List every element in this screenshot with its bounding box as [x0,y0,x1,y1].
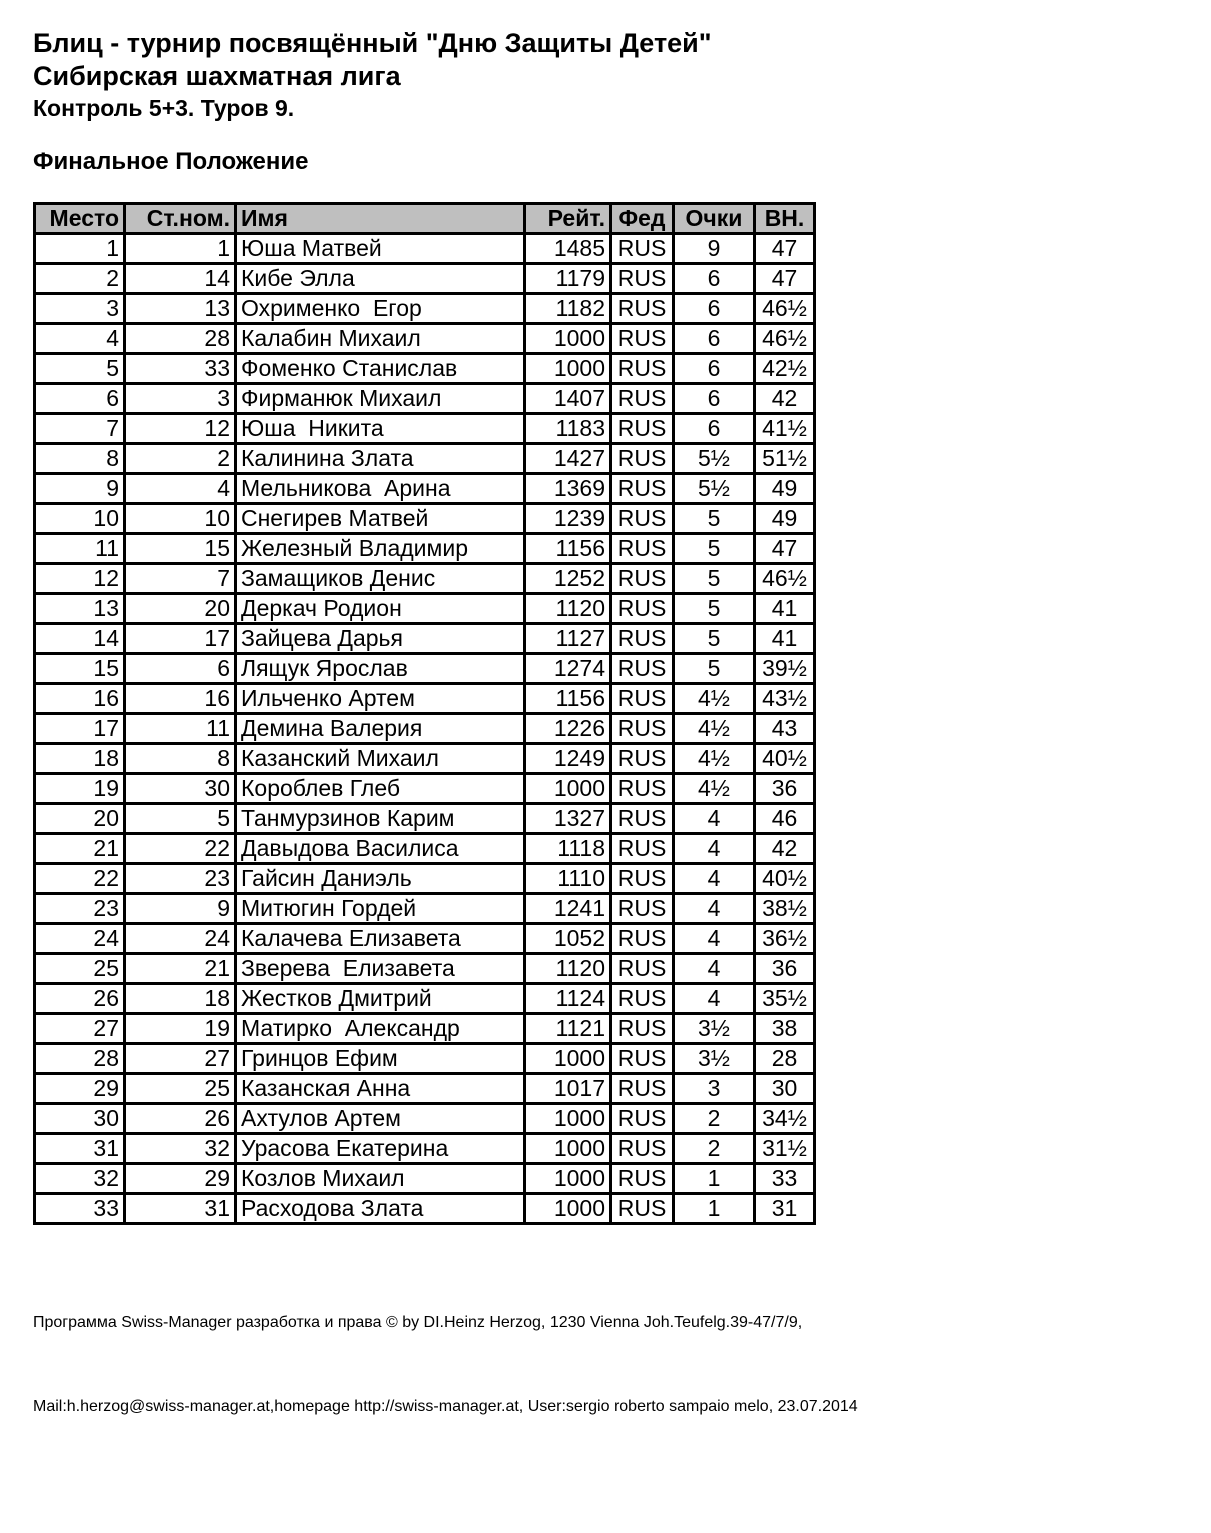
place-cell: 13 [35,594,125,624]
points-cell: 6 [674,294,755,324]
place-cell: 11 [35,534,125,564]
place-cell: 17 [35,714,125,744]
table-row [35,744,815,774]
buchholz-cell: 46 [755,804,815,834]
start-number-cell: 31 [125,1194,236,1224]
table-row [35,894,815,924]
points-cell: 2 [674,1104,755,1134]
federation-cell: RUS [611,1194,674,1224]
footer-line-1: Программа Swiss-Manager разработка и права © by DI.Heinz Herzog, 1230 Vienna Joh.Teufelg.39-47/7/9, [33,1314,803,1331]
points-cell: 4½ [674,744,755,774]
table-row [35,624,815,654]
federation-cell: RUS [611,684,674,714]
federation-cell: RUS [611,414,674,444]
place-cell: 18 [35,744,125,774]
federation-cell: RUS [611,1134,674,1164]
start-number-cell: 33 [125,354,236,384]
buchholz-cell: 36 [755,774,815,804]
federation-cell: RUS [611,984,674,1014]
points-cell: 6 [674,414,755,444]
name-cell: Митюгин Гордей [236,894,525,924]
federation-cell: RUS [611,474,674,504]
place-cell: 26 [35,984,125,1014]
place-cell: 19 [35,774,125,804]
buchholz-cell: 46½ [755,564,815,594]
table-row [35,354,815,384]
rating-header: Рейт. [525,204,611,234]
points-cell: 5½ [674,474,755,504]
place-cell: 32 [35,1164,125,1194]
table-row [35,594,815,624]
place-cell: 10 [35,504,125,534]
name-cell: Мельникова Арина [236,474,525,504]
rating-cell: 1000 [525,324,611,354]
rating-cell: 1017 [525,1074,611,1104]
name-cell: Жестков Дмитрий [236,984,525,1014]
place-cell: 4 [35,324,125,354]
points-cell: 6 [674,264,755,294]
start-number-cell: 8 [125,744,236,774]
start-number-cell: 12 [125,414,236,444]
points-cell: 3½ [674,1014,755,1044]
name-cell: Матирко Александр [236,1014,525,1044]
table-row [35,654,815,684]
name-cell: Железный Владимир [236,534,525,564]
start-number-cell: 11 [125,714,236,744]
points-cell: 5 [674,504,755,534]
name-cell: Казанская Анна [236,1074,525,1104]
rating-cell: 1427 [525,444,611,474]
buchholz-header: ВН. [755,204,815,234]
name-cell: Ильченко Артем [236,684,525,714]
points-cell: 4 [674,864,755,894]
start-number-cell: 25 [125,1074,236,1104]
federation-cell: RUS [611,744,674,774]
place-cell: 25 [35,954,125,984]
points-cell: 4 [674,984,755,1014]
start-number-cell: 9 [125,894,236,924]
start-number-header: Ст.ном. [125,204,236,234]
rating-cell: 1118 [525,834,611,864]
table-row [35,1104,815,1134]
rating-cell: 1110 [525,864,611,894]
start-number-cell: 26 [125,1104,236,1134]
points-cell: 4½ [674,714,755,744]
table-row [35,1194,815,1224]
place-cell: 5 [35,354,125,384]
name-cell: Лящук Ярослав [236,654,525,684]
federation-cell: RUS [611,774,674,804]
buchholz-cell: 51½ [755,444,815,474]
place-cell: 2 [35,264,125,294]
footer-line-2: Mail:h.herzog@swiss-manager.at,homepage http://swiss-manager.at, User:sergio roberto sampaio melo, 23.07.2014 [33,1398,858,1415]
rating-cell: 1156 [525,684,611,714]
buchholz-cell: 42½ [755,354,815,384]
header-row [35,204,815,234]
start-number-cell: 17 [125,624,236,654]
federation-cell: RUS [611,864,674,894]
table-row [35,684,815,714]
place-cell: 31 [35,1134,125,1164]
name-cell: Гринцов Ефим [236,1044,525,1074]
place-cell: 3 [35,294,125,324]
federation-cell: RUS [611,564,674,594]
table-row [35,984,815,1014]
points-cell: 4½ [674,774,755,804]
place-cell: 6 [35,384,125,414]
rating-cell: 1179 [525,264,611,294]
start-number-cell: 2 [125,444,236,474]
report-footer [33,1253,1181,1477]
buchholz-cell: 41 [755,624,815,654]
name-cell: Гайсин Даниэль [236,864,525,894]
federation-cell: RUS [611,714,674,744]
place-cell: 24 [35,924,125,954]
federation-cell: RUS [611,324,674,354]
points-cell: 6 [674,354,755,384]
federation-cell: RUS [611,924,674,954]
time-control-info: Контроль 5+3. Туров 9. [33,95,295,121]
federation-cell: RUS [611,1044,674,1074]
federation-cell: RUS [611,804,674,834]
place-cell: 21 [35,834,125,864]
rating-cell: 1156 [525,534,611,564]
points-cell: 4 [674,894,755,924]
points-cell: 9 [674,234,755,264]
buchholz-cell: 36 [755,954,815,984]
points-cell: 4½ [674,684,755,714]
buchholz-cell: 49 [755,474,815,504]
place-cell: 16 [35,684,125,714]
buchholz-cell: 34½ [755,1104,815,1134]
name-cell: Замащиков Денис [236,564,525,594]
start-number-cell: 13 [125,294,236,324]
table-row [35,1164,815,1194]
rating-cell: 1183 [525,414,611,444]
table-row [35,414,815,444]
buchholz-cell: 33 [755,1164,815,1194]
points-cell: 4 [674,834,755,864]
rating-cell: 1121 [525,1014,611,1044]
buchholz-cell: 39½ [755,654,815,684]
table-row [35,504,815,534]
points-cell: 5 [674,654,755,684]
rating-cell: 1124 [525,984,611,1014]
buchholz-cell: 28 [755,1044,815,1074]
rating-cell: 1000 [525,1044,611,1074]
name-cell: Фоменко Станислав [236,354,525,384]
place-cell: 9 [35,474,125,504]
name-cell: Калабин Михаил [236,324,525,354]
table-body [35,234,815,1224]
start-number-cell: 32 [125,1134,236,1164]
rating-cell: 1000 [525,1194,611,1224]
buchholz-cell: 31 [755,1194,815,1224]
rating-cell: 1120 [525,594,611,624]
table-row [35,1044,815,1074]
table-row [35,384,815,414]
start-number-cell: 15 [125,534,236,564]
start-number-cell: 18 [125,984,236,1014]
start-number-cell: 28 [125,324,236,354]
start-number-cell: 20 [125,594,236,624]
federation-cell: RUS [611,1014,674,1044]
table-row [35,864,815,894]
federation-cell: RUS [611,234,674,264]
start-number-cell: 3 [125,384,236,414]
place-cell: 30 [35,1104,125,1134]
buchholz-cell: 35½ [755,984,815,1014]
buchholz-cell: 46½ [755,324,815,354]
federation-cell: RUS [611,534,674,564]
name-cell: Короблев Глеб [236,774,525,804]
rating-cell: 1120 [525,954,611,984]
table-row [35,564,815,594]
federation-cell: RUS [611,954,674,984]
table-row [35,534,815,564]
buchholz-cell: 31½ [755,1134,815,1164]
rating-cell: 1249 [525,744,611,774]
rating-cell: 1369 [525,474,611,504]
name-cell: Зайцева Дарья [236,624,525,654]
name-cell: Казанский Михаил [236,744,525,774]
name-cell: Юша Никита [236,414,525,444]
section-title: Финальное Положение [33,148,309,175]
federation-cell: RUS [611,354,674,384]
table-row [35,774,815,804]
place-cell: 29 [35,1074,125,1104]
name-cell: Расходова Злата [236,1194,525,1224]
points-cell: 6 [674,384,755,414]
start-number-cell: 23 [125,864,236,894]
points-cell: 2 [674,1134,755,1164]
federation-cell: RUS [611,594,674,624]
rating-cell: 1485 [525,234,611,264]
start-number-cell: 29 [125,1164,236,1194]
buchholz-cell: 40½ [755,744,815,774]
name-cell: Деркач Родион [236,594,525,624]
place-cell: 7 [35,414,125,444]
rating-cell: 1274 [525,654,611,684]
points-header: Очки [674,204,755,234]
buchholz-cell: 49 [755,504,815,534]
start-number-cell: 30 [125,774,236,804]
start-number-cell: 27 [125,1044,236,1074]
table-header [35,204,815,234]
federation-cell: RUS [611,624,674,654]
table-row [35,324,815,354]
federation-cell: RUS [611,1164,674,1194]
rating-cell: 1052 [525,924,611,954]
rating-cell: 1000 [525,774,611,804]
name-cell: Урасова Екатерина [236,1134,525,1164]
start-number-cell: 5 [125,804,236,834]
place-cell: 14 [35,624,125,654]
buchholz-cell: 43½ [755,684,815,714]
start-number-cell: 14 [125,264,236,294]
federation-cell: RUS [611,1074,674,1104]
table-row [35,714,815,744]
buchholz-cell: 41 [755,594,815,624]
name-cell: Зверева Елизавета [236,954,525,984]
rating-cell: 1226 [525,714,611,744]
federation-header: Фед [611,204,674,234]
place-cell: 23 [35,894,125,924]
buchholz-cell: 46½ [755,294,815,324]
start-number-cell: 7 [125,564,236,594]
rating-cell: 1000 [525,1164,611,1194]
table-row [35,294,815,324]
table-row [35,1074,815,1104]
standings-table [33,202,816,1225]
buchholz-cell: 47 [755,234,815,264]
buchholz-cell: 43 [755,714,815,744]
points-cell: 3 [674,1074,755,1104]
start-number-cell: 10 [125,504,236,534]
points-cell: 4 [674,954,755,984]
place-cell: 8 [35,444,125,474]
name-cell: Давыдова Василиса [236,834,525,864]
table-row [35,234,815,264]
name-cell: Фирманюк Михаил [236,384,525,414]
place-cell: 15 [35,654,125,684]
table-row [35,804,815,834]
federation-cell: RUS [611,504,674,534]
rating-cell: 1239 [525,504,611,534]
buchholz-cell: 42 [755,384,815,414]
table-row [35,1134,815,1164]
name-cell: Калачева Елизавета [236,924,525,954]
points-cell: 6 [674,324,755,354]
name-cell: Юша Матвей [236,234,525,264]
start-number-cell: 4 [125,474,236,504]
start-number-cell: 1 [125,234,236,264]
federation-cell: RUS [611,894,674,924]
buchholz-cell: 47 [755,264,815,294]
name-cell: Ахтулов Артем [236,1104,525,1134]
name-cell: Демина Валерия [236,714,525,744]
start-number-cell: 19 [125,1014,236,1044]
points-cell: 5½ [674,444,755,474]
federation-cell: RUS [611,264,674,294]
place-cell: 28 [35,1044,125,1074]
buchholz-cell: 38 [755,1014,815,1044]
name-cell: Козлов Михаил [236,1164,525,1194]
start-number-cell: 16 [125,684,236,714]
buchholz-cell: 36½ [755,924,815,954]
buchholz-cell: 41½ [755,414,815,444]
table-row [35,444,815,474]
start-number-cell: 22 [125,834,236,864]
points-cell: 4 [674,804,755,834]
place-cell: 27 [35,1014,125,1044]
table-row [35,954,815,984]
rating-cell: 1000 [525,1134,611,1164]
buchholz-cell: 30 [755,1074,815,1104]
rating-cell: 1241 [525,894,611,924]
points-cell: 1 [674,1194,755,1224]
federation-cell: RUS [611,294,674,324]
federation-cell: RUS [611,444,674,474]
start-number-cell: 6 [125,654,236,684]
place-cell: 1 [35,234,125,264]
federation-cell: RUS [611,384,674,414]
tournament-title: Блиц - турнир посвящённый "Дню Защиты Детей" [33,28,712,58]
table-row [35,924,815,954]
points-cell: 5 [674,534,755,564]
place-header: Место [35,204,125,234]
rating-cell: 1000 [525,354,611,384]
points-cell: 3½ [674,1044,755,1074]
buchholz-cell: 42 [755,834,815,864]
place-cell: 12 [35,564,125,594]
start-number-cell: 21 [125,954,236,984]
rating-cell: 1182 [525,294,611,324]
rating-cell: 1252 [525,564,611,594]
rating-cell: 1127 [525,624,611,654]
buchholz-cell: 40½ [755,864,815,894]
name-cell: Кибе Элла [236,264,525,294]
rating-cell: 1407 [525,384,611,414]
name-cell: Калинина Злата [236,444,525,474]
start-number-cell: 24 [125,924,236,954]
points-cell: 4 [674,924,755,954]
points-cell: 5 [674,624,755,654]
buchholz-cell: 38½ [755,894,815,924]
table-row [35,474,815,504]
place-cell: 33 [35,1194,125,1224]
rating-cell: 1327 [525,804,611,834]
table-row [35,264,815,294]
name-cell: Охрименко Егор [236,294,525,324]
federation-cell: RUS [611,1104,674,1134]
federation-cell: RUS [611,654,674,684]
buchholz-cell: 47 [755,534,815,564]
rating-cell: 1000 [525,1104,611,1134]
federation-cell: RUS [611,834,674,864]
place-cell: 20 [35,804,125,834]
name-header: Имя [236,204,525,234]
points-cell: 5 [674,594,755,624]
league-subtitle: Сибирская шахматная лига [33,61,401,91]
name-cell: Снегирев Матвей [236,504,525,534]
place-cell: 22 [35,864,125,894]
table-row [35,1014,815,1044]
points-cell: 5 [674,564,755,594]
name-cell: Танмурзинов Карим [236,804,525,834]
points-cell: 1 [674,1164,755,1194]
table-row [35,834,815,864]
